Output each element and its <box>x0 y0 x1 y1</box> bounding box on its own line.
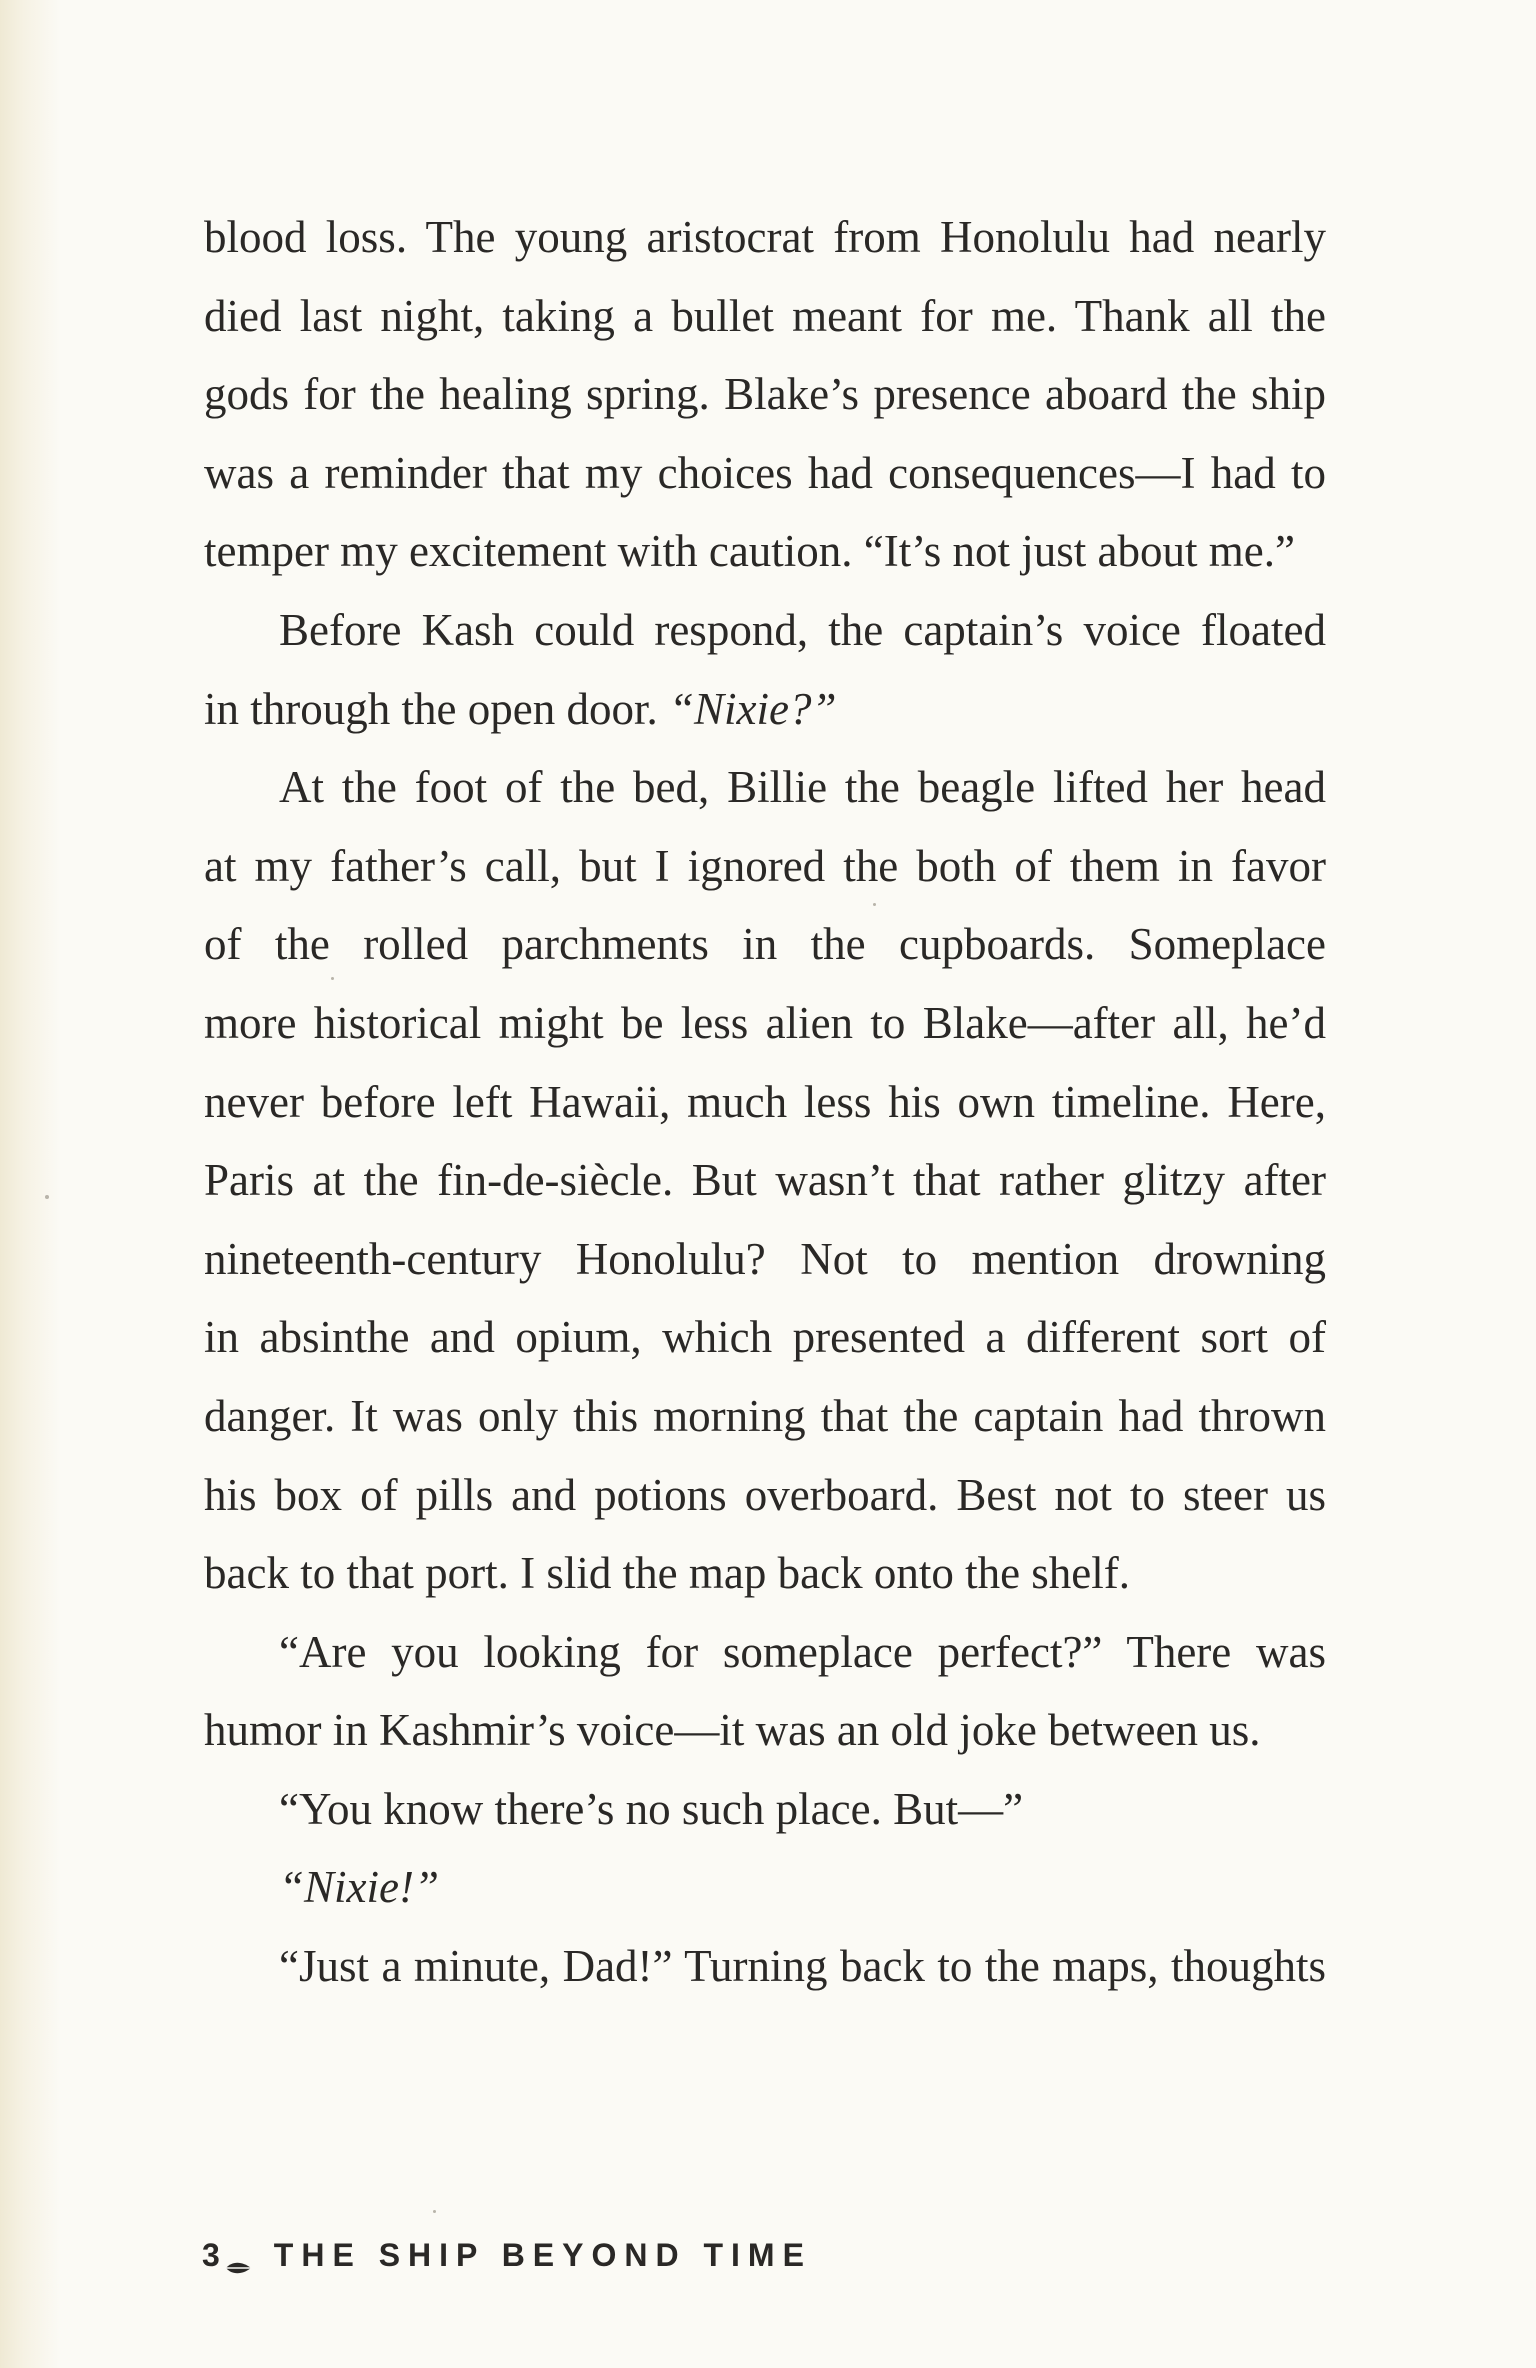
text-line: never before left Hawaii, much less his own timeline. Here, <box>204 1076 1326 1127</box>
italic-dialogue: “Nixie!” <box>279 1862 440 1913</box>
text-line: blood loss. The young aristocrat from Honolulu had nearly <box>204 212 1326 262</box>
text-line: Before Kash could respond, the captain’s voice floated <box>279 604 1326 655</box>
running-head: THE SHIP BEYOND TIME <box>273 2236 812 2273</box>
text-line: of the rolled parchments in the cupboards. Someplace <box>204 919 1326 970</box>
text-line: was a reminder that my choices had consequences—I had to <box>204 447 1326 498</box>
text-line: gods for the healing spring. Blake’s presence aboard the ship <box>204 369 1326 420</box>
text-line <box>204 670 1326 749</box>
text-line: nineteenth-century Honolulu? Not to mention drowning <box>204 1233 1326 1284</box>
text-line: “Just a minute, Dad!” Turning back to the maps, thoughts <box>279 1941 1326 1992</box>
body-text <box>204 198 1326 2006</box>
text-run: in through the open door. <box>204 683 658 734</box>
text-line: At the foot of the bed, Billie the beagle lifted her head <box>279 762 1326 813</box>
scan-speck <box>45 1195 49 1199</box>
text-line: in absinthe and opium, which presented a different sort of <box>204 1312 1326 1363</box>
text-line: his box of pills and potions overboard. Best not to steer us <box>204 1469 1326 1520</box>
scan-speck <box>433 2210 436 2213</box>
italic-dialogue: “Nixie?” <box>668 683 837 734</box>
text-line: temper my excitement with caution. “It’s not just about me.” <box>204 526 1295 577</box>
text-line: at my father’s call, but I ignored the both of them in favor <box>204 840 1326 891</box>
leaf-ornament-icon <box>224 2247 252 2263</box>
text-line: “Are you looking for someplace perfect?” There was <box>279 1626 1326 1677</box>
text-line: more historical might be less alien to Blake—after all, he’d <box>204 997 1326 1048</box>
text-line: Paris at the fin-de-siècle. But wasn’t that rather glitzy after <box>204 1155 1326 1206</box>
scan-speck <box>331 977 334 980</box>
scan-speck <box>873 903 876 906</box>
text-line: “You know there’s no such place. But—” <box>279 1783 1024 1834</box>
text-line: humor in Kashmir’s voice—it was an old joke between us. <box>204 1705 1261 1756</box>
page-footer <box>202 2230 812 2280</box>
page-edge-shadow <box>0 0 60 2368</box>
text-line: back to that port. I slid the map back onto the shelf. <box>204 1548 1131 1599</box>
text-line: died last night, taking a bullet meant for me. Thank all the <box>204 290 1326 341</box>
page-number: 3 <box>202 2236 220 2273</box>
text-line: danger. It was only this morning that the captain had thrown <box>204 1390 1326 1441</box>
